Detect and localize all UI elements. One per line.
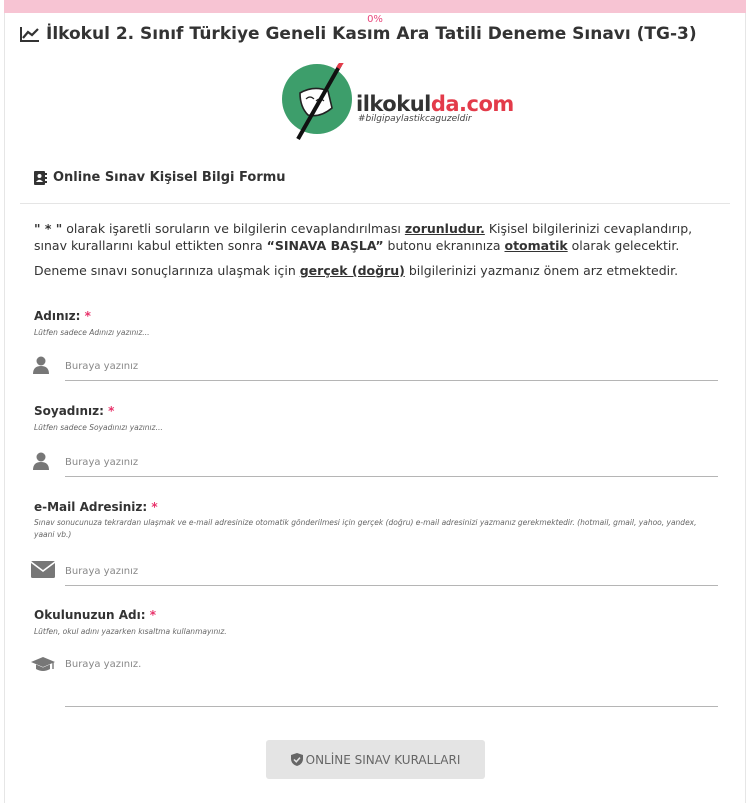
school-input[interactable] [65,651,718,707]
intro-paragraph-2 [34,263,678,278]
required-marker: * [84,309,91,323]
graduation-cap-icon [31,656,55,674]
envelope-icon [31,561,55,578]
label-text: Okulunuzun Adı: [34,608,146,622]
last-name-hint: Lütfen sadece Soyadınızı yazınız... [34,423,163,432]
intro-text: butonu ekranınıza [383,238,505,253]
required-star-mark: " * " [34,221,63,236]
email-hint: Sınav sonucunuza tekrardan ulaşmak ve e-mail adresinize otomatik gönderilmesi için gerçek (doğru) e-mail adresinizi yazmanız gerekmektedir. (hotmail, gmail, yahoo, yandex, yaani vb.) [34,518,697,539]
label-text: Soyadınız: [34,404,104,418]
email-label [34,500,158,514]
last-name-label [34,404,114,418]
intro-text: olarak gelecektir. [567,238,680,253]
section-divider [20,203,730,204]
required-marker: * [151,500,158,514]
intro-required-word: zorunludur. [404,221,485,236]
label-text: Adınız: [34,309,81,323]
page-title [20,24,697,44]
intro-true-word: gerçek (doğru) [299,263,405,278]
intro-auto-word: otomatik [504,238,568,253]
chart-line-icon [20,26,40,42]
first-name-label [34,309,91,323]
shield-check-icon [291,753,303,766]
last-name-input[interactable] [65,448,718,477]
required-marker: * [149,608,156,622]
intro-text: bilgilerinizi yazmanız önem arz etmektedir. [404,263,679,278]
intro-paragraph [34,220,714,254]
email-input[interactable] [65,557,718,586]
intro-text: olarak işaretli soruların ve bilgilerin cevaplandırılması [62,221,405,236]
intro-text: Kişisel bilgilerinizi cevaplandırıp, sınav kurallarını kabul ettikten sonra [34,221,693,253]
school-label [34,608,156,622]
exam-rules-button[interactable] [266,740,485,779]
user-icon [31,355,51,375]
intro-start-word: “SINAVA BAŞLA” [266,238,384,253]
user-icon [31,451,51,471]
progress-bar [4,0,746,13]
first-name-input[interactable] [65,352,718,381]
required-marker: * [108,404,115,418]
form-section-title [33,170,286,185]
school-hint: Lütfen, okul adını yazarken kısaltma kullanmayınız. [34,627,227,636]
logo-tagline: #bilgipaylastikcaguzeldir [358,114,472,124]
first-name-hint: Lütfen sadece Adınızı yazınız... [34,328,150,337]
logo-text: ilkokulda.com [356,92,514,116]
address-book-icon [33,171,47,185]
exam-rules-button-label: ONLİNE SINAV KURALLARI [305,752,461,767]
intro-text: Deneme sınavı sonuçlarınıza ulaşmak için [34,263,300,278]
form-section-title-text: Online Sınav Kişisel Bilgi Formu [53,170,286,185]
label-text: e-Mail Adresiniz: [34,500,148,514]
page-title-text: İlkokul 2. Sınıf Türkiye Geneli Kasım Ara Tatili Deneme Sınavı (TG-3) [46,24,697,44]
progress-label: 0% [367,14,383,25]
